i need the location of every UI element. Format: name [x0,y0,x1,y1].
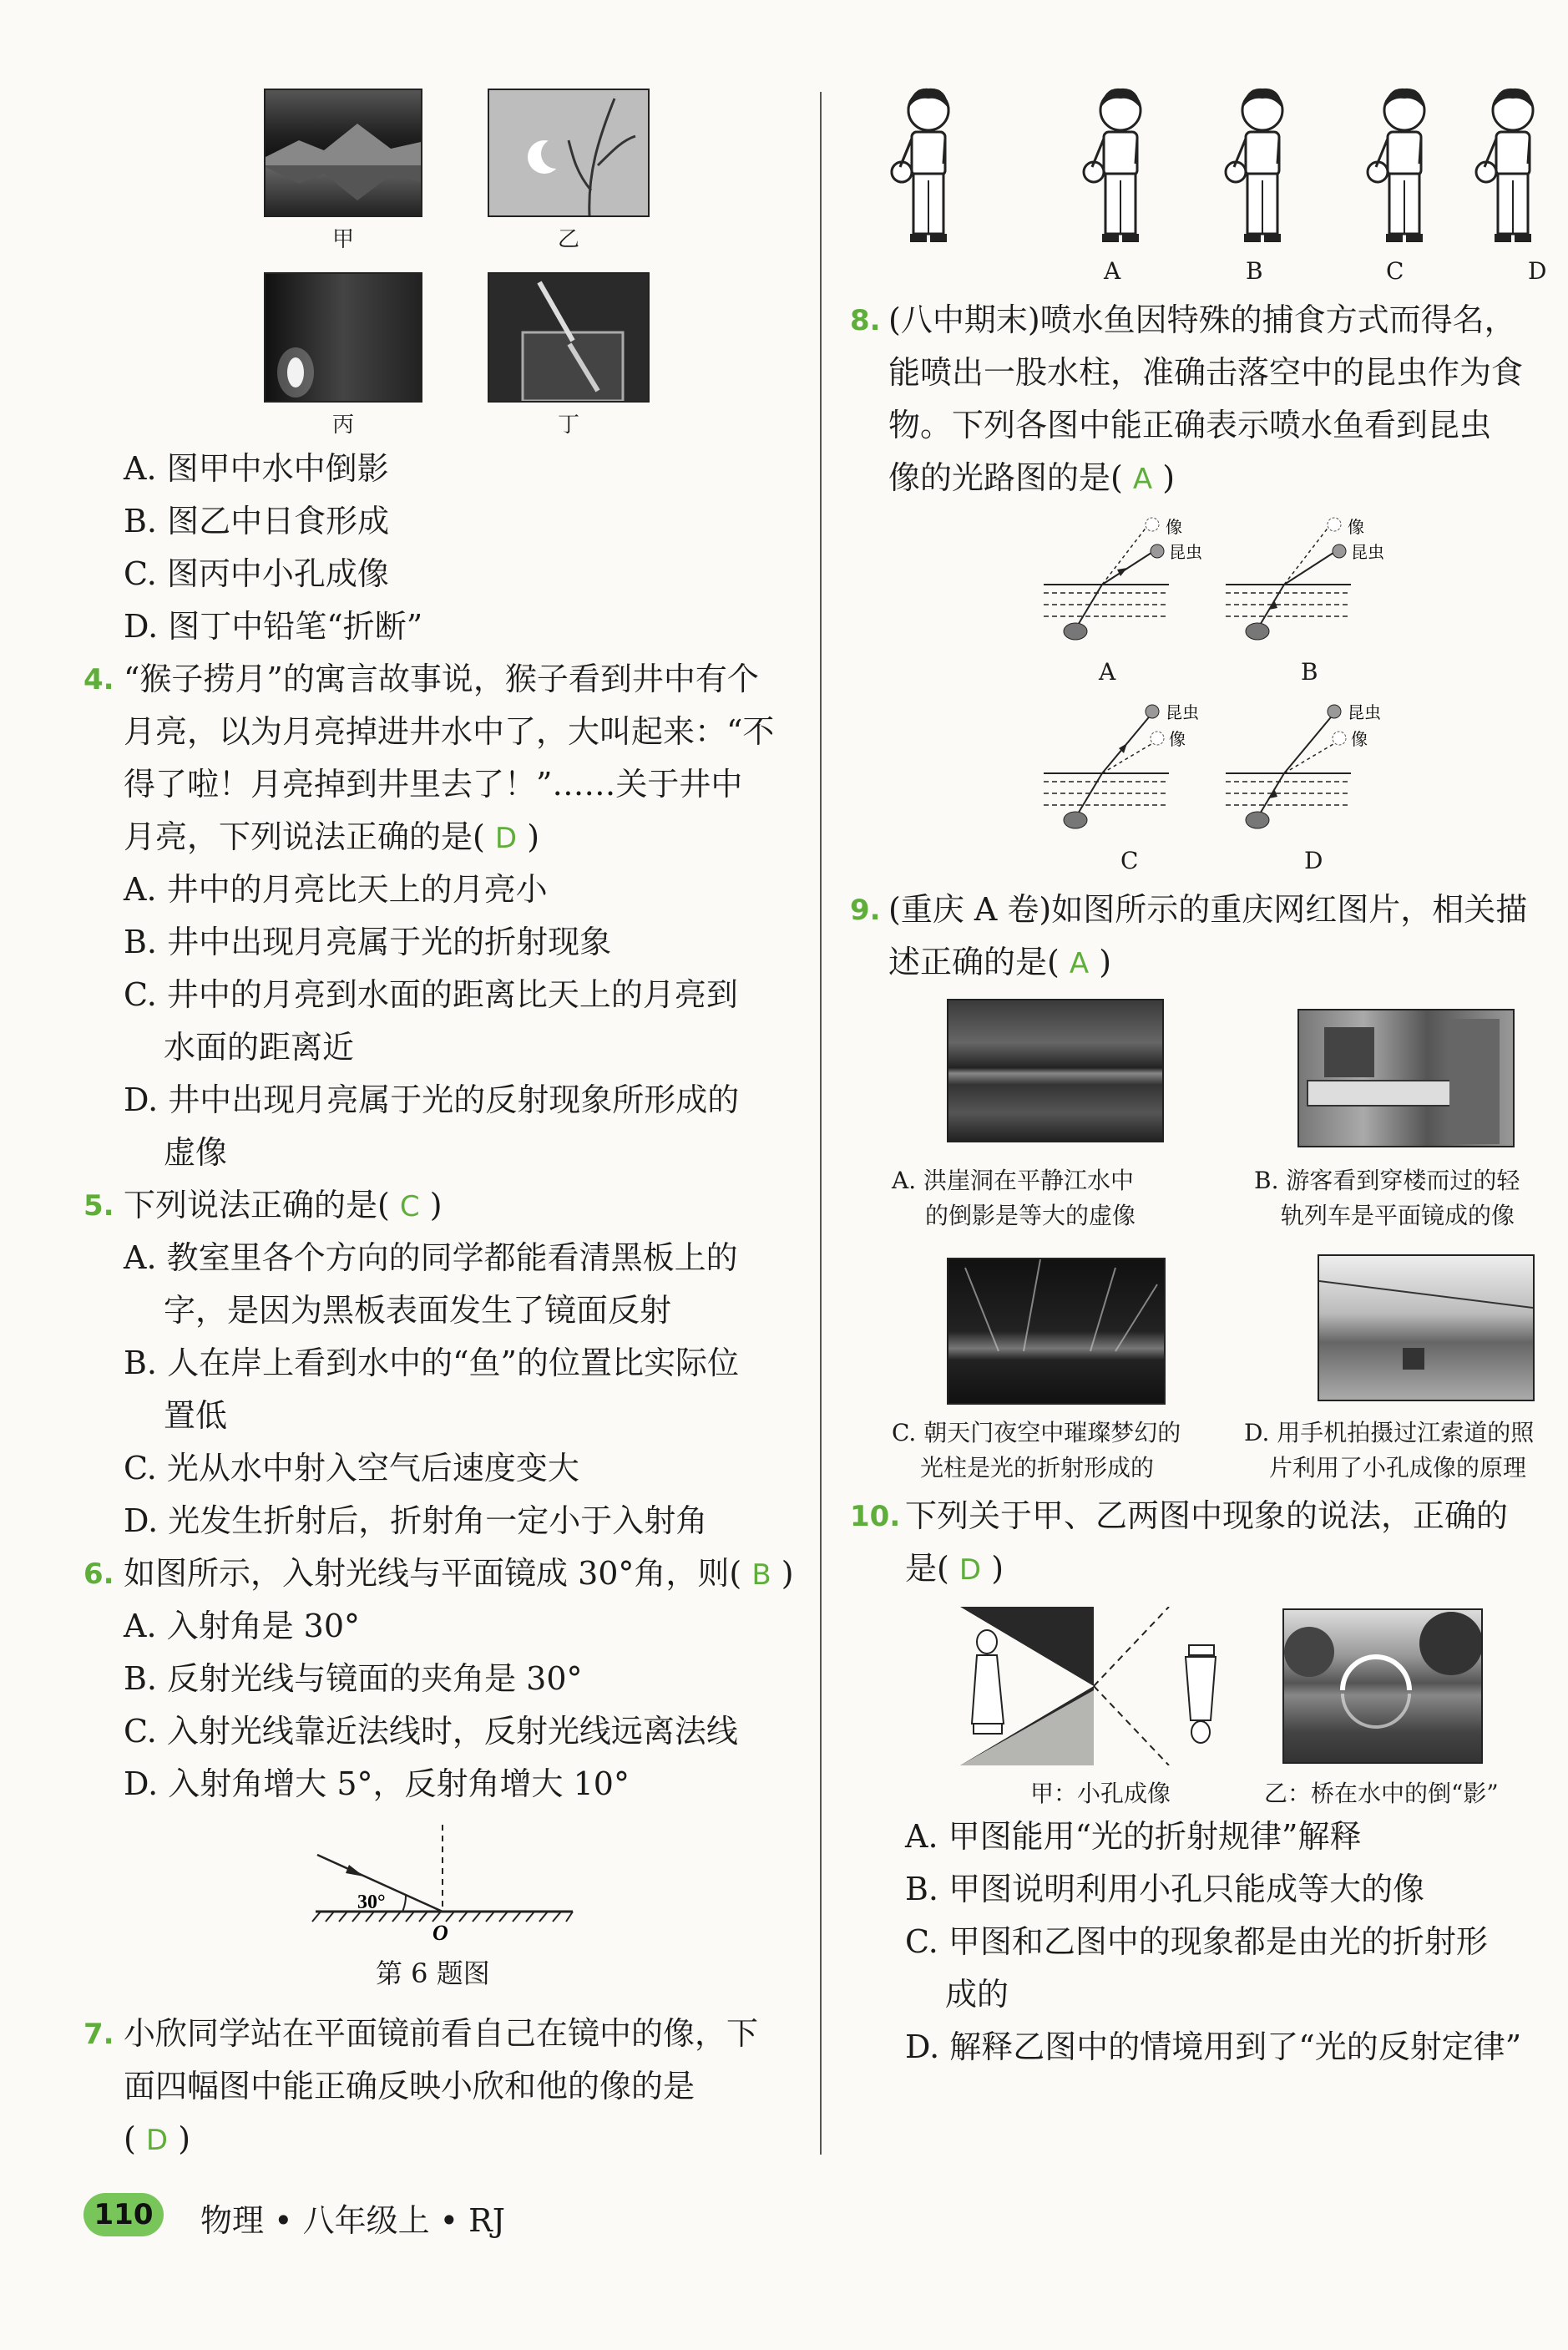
q8-label-d: D [1304,847,1323,874]
q8-line-1: (八中期末)喷水鱼因特殊的捕食方式而得名， [888,301,1516,338]
label-bing: 丙 [332,413,355,438]
q8-label-c: C [1120,847,1139,874]
q9-cap-d-1: D. 用手机拍摄过江索道的照 [1244,1419,1535,1446]
q8-b-image-label: 像 [1348,517,1364,537]
q10-line-1: 下列关于甲、乙两图中现象的说法，正确的 [905,1497,1509,1534]
q8-a-image-label: 像 [1166,517,1182,537]
q10-stem-end: 是( [905,1550,949,1587]
q6-number: 6. [83,1557,114,1591]
q8-close: ) [1162,459,1176,496]
q7-label-b: B [1246,257,1263,285]
q10-line-2 [905,1549,1004,1589]
q3-option-b: B. 图乙中日食形成 [124,503,390,539]
q5-option-a-cont: 字，是因为黑板表面发生了镜面反射 [164,1292,672,1329]
q7-label-a: A [1104,257,1121,285]
photo-yi [488,89,650,217]
footer-subject: 物理 • 八年级上 • RJ [200,2202,505,2239]
q10-close: ) [991,1550,1004,1587]
q6-close: ) [781,1555,794,1592]
q8-stem-end: 像的光路图的是( [888,459,1123,496]
q4-answer: D [494,822,518,855]
q7-line-2: 面四幅图中能正确反映小欣和他的像的是 [124,2068,695,2104]
q8-c-insect-label: 昆虫 [1166,702,1199,722]
q10-option-d: D. 解释乙图中的情境用到了“光的反射定律” [905,2028,1522,2065]
q8-line-3: 物。下列各图中能正确表示喷水鱼看到昆虫 [888,407,1492,443]
q8-d-image-label: 像 [1351,729,1368,749]
q5-stem-text: 下列说法正确的是( [124,1187,390,1223]
q5-option-a: A. 教室里各个方向的同学都能看清黑板上的 [124,1239,738,1276]
q5-stem [124,1186,443,1226]
q9-cap-a-2: 的倒影是等大的虚像 [925,1202,1136,1229]
q9-photo-c [947,1258,1166,1405]
q6-stem-text: 如图所示，入射光线与平面镜成 30°角，则( [124,1555,742,1592]
q10-caption-jia: 甲：小孔成像 [1030,1780,1171,1807]
q9-line-2 [888,943,1111,983]
q9-photo-d [1318,1254,1535,1401]
q6-option-b: B. 反射光线与镜面的夹角是 30° [124,1660,583,1697]
q6-stem [124,1554,794,1594]
q10-caption-yi: 乙：桥在水中的倒“影” [1264,1780,1499,1807]
q8-diagram-d [1226,698,1409,840]
photo-bing [264,272,422,403]
q9-cap-d-2: 片利用了小孔成像的原理 [1269,1454,1527,1481]
q3-option-a: A. 图甲中水中倒影 [124,450,389,487]
q8-b-insect-label: 昆虫 [1351,542,1384,562]
q7-label-c: C [1386,257,1404,285]
page-number-badge: 110 [83,2193,164,2236]
q9-close: ) [1099,944,1112,980]
q5-option-b: B. 人在岸上看到水中的“鱼”的位置比实际位 [124,1345,739,1381]
q6-point-label: O [432,1921,448,1945]
q4-line-1: “猴子捞月”的寓言故事说，猴子看到井中有个 [124,661,759,697]
q6-caption: 第 6 题图 [376,1957,490,1989]
q7-open: ( [124,2120,136,2157]
q9-cap-c-2: 光柱是光的折射形成的 [920,1454,1155,1481]
q5-close: ) [429,1187,443,1223]
q8-c-image-label: 像 [1169,729,1186,749]
q4-option-d: D. 井中出现月亮属于光的反射现象所形成的 [124,1081,740,1118]
q8-d-insect-label: 昆虫 [1348,702,1381,722]
q8-number: 8. [850,304,881,337]
q4-line-3: 得了啦！月亮掉到井里去了！”……关于井中 [124,766,743,803]
q5-option-b-cont: 置低 [164,1397,228,1434]
q9-cap-a-1: A. 洪崖洞在平静江水中 [892,1167,1135,1194]
q7-label-d: D [1528,257,1547,285]
q10-option-b: B. 甲图说明利用小孔只能成等大的像 [905,1871,1425,1907]
q10-option-c-cont: 成的 [945,1976,1009,2013]
q4-stem-end: 月亮，下列说法正确的是( [124,818,485,855]
q9-cap-b-2: 轨列车是平面镜成的像 [1281,1202,1515,1229]
q4-line-4 [124,818,539,858]
q8-label-b: B [1301,658,1318,686]
q6-option-a: A. 入射角是 30° [124,1608,361,1644]
q5-number: 5. [83,1189,114,1223]
q7-close: ) [178,2120,191,2157]
photo-ding [488,272,650,403]
q3-option-c: C. 图丙中小孔成像 [124,555,389,592]
q8-label-a: A [1099,658,1116,686]
q7-figures [885,80,1553,289]
q8-line-2: 能喷出一股水柱，准确击落空中的昆虫作为食 [888,354,1524,391]
q8-diagram-a [1044,509,1227,651]
q4-number: 4. [83,663,114,696]
q5-option-d: D. 光发生折射后，折射角一定小于入射角 [124,1502,708,1539]
label-ding: 丁 [558,413,580,438]
q10-option-a: A. 甲图能用“光的折射规律”解释 [905,1818,1362,1855]
q10-number: 10. [850,1500,901,1533]
q4-option-c-cont: 水面的距离近 [164,1029,355,1066]
q10-bridge-photo [1282,1608,1483,1764]
q4-close: ) [527,818,540,855]
q6-mirror-diagram [309,1825,576,1950]
q9-line-1: (重庆 A 卷)如图所示的重庆网红图片，相关描 [888,891,1528,928]
column-divider [820,92,822,2155]
label-jia: 甲 [332,227,355,252]
q4-option-c: C. 井中的月亮到水面的距离比天上的月亮到 [124,976,738,1013]
q5-answer: C [399,1190,420,1223]
q9-stem-end: 述正确的是( [888,944,1060,980]
q9-answer: A [1069,947,1090,980]
q7-number: 7. [83,2018,114,2051]
q8-line-4 [888,458,1175,499]
q10-option-c: C. 甲图和乙图中的现象都是由光的折射形 [905,1923,1488,1960]
q4-option-d-cont: 虚像 [164,1134,228,1171]
q6-answer: B [751,1558,771,1592]
q10-answer: D [959,1553,982,1587]
q9-number: 9. [850,894,881,927]
q9-photo-a [947,999,1164,1142]
q3-option-d: D. 图丁中铅笔“折断” [124,608,423,645]
q6-angle-label: 30° [357,1892,386,1913]
q8-a-insect-label: 昆虫 [1169,542,1202,562]
q8-answer: A [1132,463,1153,496]
q8-diagram-b [1226,509,1409,651]
q4-option-b: B. 井中出现月亮属于光的折射现象 [124,924,612,960]
q10-pinhole-figure [960,1607,1244,1765]
q9-cap-b-1: B. 游客看到穿楼而过的轻 [1254,1167,1520,1194]
photo-jia [264,89,422,217]
label-yi: 乙 [558,227,580,252]
q6-option-d: D. 入射角增大 5°，反射角增大 10° [124,1765,630,1802]
q9-cap-c-1: C. 朝天门夜空中璀璨梦幻的 [892,1419,1181,1446]
q7-line-3 [124,2120,190,2160]
q7-answer: D [145,2124,169,2157]
q9-photo-b [1297,1009,1515,1147]
q5-option-c: C. 光从水中射入空气后速度变大 [124,1450,579,1486]
q4-line-2: 月亮，以为月亮掉进井水中了，大叫起来：“不 [124,713,775,750]
q8-diagram-c [1044,698,1227,840]
q6-option-c: C. 入射光线靠近法线时，反射光线远离法线 [124,1713,738,1750]
q7-line-1: 小欣同学站在平面镜前看自己在镜中的像，下 [124,2015,759,2052]
q4-option-a: A. 井中的月亮比天上的月亮小 [124,871,548,908]
